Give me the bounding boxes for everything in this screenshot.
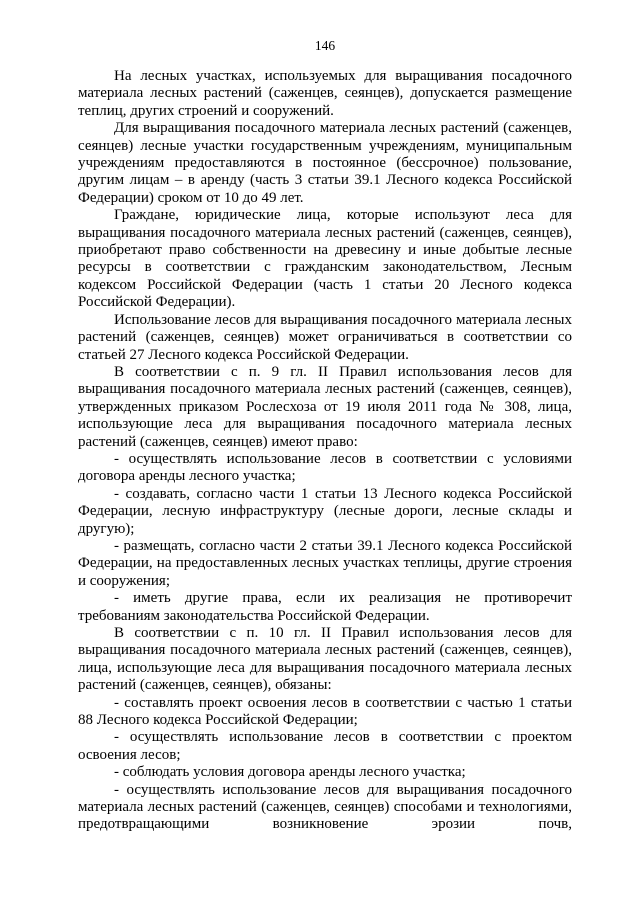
paragraph-rights-intro: В соответствии с п. 9 гл. II Правил использования лесов для выращивания посадочного материала лесных растений (саженцев, сеянцев), утвержденных приказом Рослесхоза от 19 июля 2011 года № 308, лица, использующие леса для выращивания посадочного материала лесных растений (саженцев, сеянцев) имеют право:	[78, 363, 572, 450]
paragraph-lease-terms: Для выращивания посадочного материала лесных растений (саженцев, сеянцев) лесные участки государственным учреждениям, муниципальным учреждениям предоставляются в постоянное (бессрочное) пользование, другим лицам – в аренду (часть 3 статьи 39.1 Лесного кодекса Российской Федерации) сроком от 10 до 49 лет.	[78, 120, 572, 206]
list-item-obligation-erosion: - осуществлять использование лесов для выращивания посадочного материала лесных растений (саженцев, сеянцев) способами и технологиями, предотвращающими возникновение эрозии почв,	[78, 781, 572, 833]
paragraph-ownership: Граждане, юридические лица, которые используют леса для выращивания посадочного материала лесных растений (саженцев, сеянцев), приобретают право собственности на древесину и иные добытые лесные ресурсы в соответствии с гражданским законодательством, Лесным кодексом Российской Федерации (часть 1 статьи 20 Лесного кодекса Российской Федерации).	[78, 207, 572, 311]
paragraph-greenhouses: На лесных участках, используемых для выращивания посадочного материала лесных растений (саженцев, сеянцев), допускается размещение теплиц, других строений и сооружений.	[78, 68, 572, 119]
paragraph-obligations-intro: В соответствии с п. 10 гл. II Правил использования лесов для выращивания посадочного материала лесных растений (саженцев, сеянцев), лица, использующие леса для выращивания посадочного материала лесных растений (саженцев, сеянцев), обязаны:	[78, 625, 572, 694]
list-item-right-lease: - осуществлять использование лесов в соответствии с условиями договора аренды лесного участка;	[78, 450, 572, 485]
document-page	[78, 38, 572, 834]
page-number: 146	[314, 38, 336, 53]
paragraph-restrictions: Использование лесов для выращивания посадочного материала лесных растений (саженцев, сеянцев) может ограничиваться в соответствии со статьей 27 Лесного кодекса Российской Федерации.	[78, 311, 572, 363]
list-item-right-buildings: - размещать, согласно части 2 статьи 39.1 Лесного кодекса Российской Федерации, на предоставленных лесных участках теплицы, другие строения и сооружения;	[78, 537, 572, 589]
list-item-obligation-contract: - соблюдать условия договора аренды лесного участка;	[114, 764, 466, 781]
list-item-obligation-use: - осуществлять использование лесов в соответствии с проектом освоения лесов;	[78, 729, 572, 763]
list-item-right-infrastructure: - создавать, согласно части 1 статьи 13 Лесного кодекса Российской Федерации, лесную инфраструктуру (лесные дороги, лесные склады и другую);	[78, 485, 572, 537]
list-item-obligation-project: - составлять проект освоения лесов в соответствии с частью 1 статьи 88 Лесного кодекса Российской Федерации;	[78, 694, 572, 729]
list-item-right-other: - иметь другие права, если их реализация не противоречит требованиям законодательства Российской Федерации.	[78, 590, 572, 624]
